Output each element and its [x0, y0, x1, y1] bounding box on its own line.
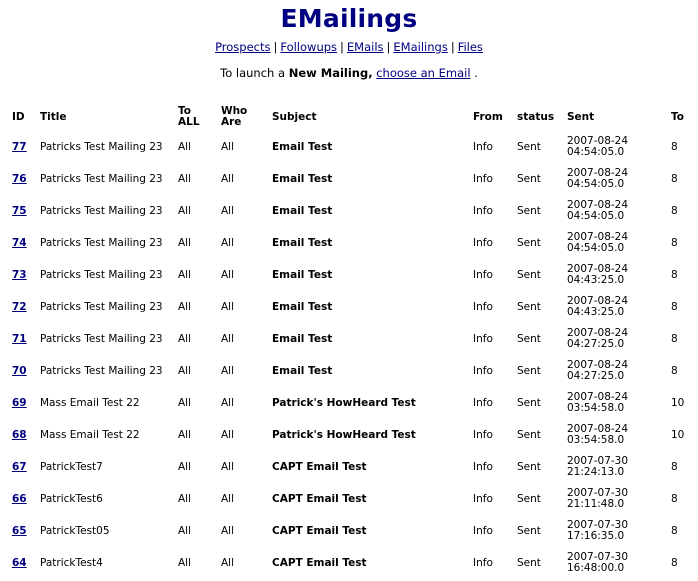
row-to-all: All [178, 172, 192, 185]
row-sent-time: 04:43:25.0 [567, 306, 625, 318]
row-sent-date: 2007-07-30 [567, 519, 629, 531]
mailing-id-link[interactable]: 69 [12, 396, 27, 409]
row-who-are: All [221, 524, 235, 537]
row-sent-date: 2007-08-24 [567, 263, 629, 275]
row-who-are: All [221, 556, 235, 569]
row-to-count: 8 [671, 556, 678, 569]
row-to-all: All [178, 524, 192, 537]
row-sent-time: 03:54:58.0 [567, 434, 625, 446]
mailing-id-link[interactable]: 74 [12, 236, 27, 249]
row-id-cell [0, 259, 40, 291]
row-from: Info [473, 268, 493, 281]
row-from: Info [473, 172, 493, 185]
row-who-are: All [221, 460, 235, 473]
row-subject: Patrick's HowHeard Test [272, 428, 416, 441]
row-sent [567, 387, 671, 419]
row-to-all: All [178, 140, 192, 153]
column-header-id: ID [12, 110, 25, 123]
row-id-cell [0, 355, 40, 387]
row-title: Patricks Test Mailing 23 [40, 236, 163, 249]
table-row [0, 291, 698, 323]
mailing-id-link[interactable]: 64 [12, 556, 27, 569]
row-to-all: All [178, 556, 192, 569]
column-header-title: Title [40, 110, 67, 123]
row-to-count: 8 [671, 268, 678, 281]
row-sent-time: 04:54:05.0 [567, 146, 625, 158]
row-title: Mass Email Test 22 [40, 396, 140, 409]
row-sent-date: 2007-07-30 [567, 455, 629, 467]
row-sent-time: 04:54:05.0 [567, 210, 625, 222]
column-header-to-all-line1: To [178, 105, 191, 117]
table-header-row [0, 103, 698, 131]
row-title: Mass Email Test 22 [40, 428, 140, 441]
row-sent-time: 04:27:25.0 [567, 338, 625, 350]
row-status: Sent [517, 300, 541, 313]
nav-link-emails[interactable]: EMails [346, 40, 384, 54]
column-header-who-line1: Who [221, 105, 248, 117]
row-sent-time: 04:54:05.0 [567, 178, 625, 190]
row-sent-time: 16:48:00.0 [567, 562, 625, 574]
row-sent [567, 515, 671, 547]
column-header-to: To [671, 110, 684, 123]
row-from: Info [473, 364, 493, 377]
row-to-all: All [178, 460, 192, 473]
row-id-cell [0, 451, 40, 483]
row-to-all: All [178, 268, 192, 281]
column-header-subject: Subject [272, 110, 317, 123]
row-from: Info [473, 396, 493, 409]
row-sent-date: 2007-07-30 [567, 487, 629, 499]
row-status: Sent [517, 172, 541, 185]
row-sent [567, 227, 671, 259]
row-sent [567, 131, 671, 163]
row-sent-time: 04:27:25.0 [567, 370, 625, 382]
nav-separator: | [273, 40, 278, 54]
row-from: Info [473, 332, 493, 345]
row-sent [567, 291, 671, 323]
row-from: Info [473, 300, 493, 313]
column-header-to-all [178, 103, 221, 131]
mailing-id-link[interactable]: 76 [12, 172, 27, 185]
row-status: Sent [517, 556, 541, 569]
row-id-cell [0, 291, 40, 323]
row-who-are: All [221, 172, 235, 185]
row-who-are: All [221, 492, 235, 505]
row-to-count: 8 [671, 140, 678, 153]
row-id-cell [0, 323, 40, 355]
mailing-id-link[interactable]: 67 [12, 460, 27, 473]
row-to-all: All [178, 428, 192, 441]
table-row [0, 323, 698, 355]
row-to-count: 8 [671, 492, 678, 505]
nav-separator: | [340, 40, 344, 54]
row-who-are: All [221, 300, 235, 313]
table-row [0, 483, 698, 515]
row-to-count: 8 [671, 300, 678, 313]
row-sent-date: 2007-08-24 [567, 391, 629, 403]
row-id-cell [0, 547, 40, 579]
column-header-from: From [473, 110, 503, 123]
mailing-id-link[interactable]: 75 [12, 204, 27, 217]
mailing-id-link[interactable]: 65 [12, 524, 27, 537]
row-sent-date: 2007-08-24 [567, 327, 629, 339]
row-sent-date: 2007-08-24 [567, 167, 629, 179]
row-subject: Email Test [272, 300, 333, 313]
choose-email-link[interactable]: choose an Email [376, 66, 471, 80]
nav-link-followups[interactable]: Followups [280, 40, 338, 54]
row-sent-time: 04:54:05.0 [567, 242, 625, 254]
row-title: Patricks Test Mailing 23 [40, 268, 163, 281]
launch-prefix: To launch a [220, 66, 286, 80]
row-id-cell [0, 483, 40, 515]
column-header-status: status [517, 110, 555, 123]
row-sent-time: 04:43:25.0 [567, 274, 625, 286]
column-header-who-are [221, 103, 272, 131]
row-id-cell [0, 131, 40, 163]
row-who-are: All [221, 396, 235, 409]
row-sent-time: 17:16:35.0 [567, 530, 625, 542]
page-title: EMailings [280, 4, 418, 33]
row-sent [567, 547, 671, 579]
row-id-cell [0, 195, 40, 227]
row-to-all: All [178, 364, 192, 377]
row-title: Patricks Test Mailing 23 [40, 172, 163, 185]
launch-new-mailing-label: New Mailing, [288, 66, 373, 80]
row-to-count: 10 [671, 396, 685, 409]
row-subject: Email Test [272, 268, 333, 281]
row-to-all: All [178, 492, 192, 505]
row-status: Sent [517, 460, 541, 473]
row-who-are: All [221, 364, 235, 377]
row-title: PatrickTest6 [40, 492, 103, 505]
row-status: Sent [517, 268, 541, 281]
row-subject: CAPT Email Test [272, 524, 367, 537]
table-row [0, 451, 698, 483]
launch-suffix: . [474, 66, 478, 80]
mailing-id-link[interactable]: 71 [12, 332, 27, 345]
mailing-id-link[interactable]: 73 [12, 268, 27, 281]
table-row [0, 355, 698, 387]
row-title: PatrickTest05 [40, 524, 110, 537]
row-id-cell [0, 515, 40, 547]
table-row [0, 227, 698, 259]
row-sent-date: 2007-07-30 [567, 551, 629, 563]
row-to-all: All [178, 300, 192, 313]
row-to-count: 8 [671, 172, 678, 185]
row-status: Sent [517, 428, 541, 441]
row-from: Info [473, 204, 493, 217]
nav-separator: | [450, 40, 455, 54]
nav-separator: | [386, 40, 391, 54]
row-sent-time: 21:24:13.0 [567, 466, 625, 478]
row-subject: Patrick's HowHeard Test [272, 396, 416, 409]
row-from: Info [473, 428, 493, 441]
row-to-all: All [178, 332, 192, 345]
row-subject: CAPT Email Test [272, 556, 367, 569]
row-title: Patricks Test Mailing 23 [40, 204, 163, 217]
row-to-all: All [178, 204, 192, 217]
row-subject: Email Test [272, 140, 333, 153]
row-to-all: All [178, 396, 192, 409]
row-sent [567, 451, 671, 483]
nav-link-files[interactable]: Files [457, 40, 483, 54]
row-title: Patricks Test Mailing 23 [40, 300, 163, 313]
mailing-id-link[interactable]: 77 [12, 140, 27, 153]
row-title: Patricks Test Mailing 23 [40, 140, 163, 153]
column-header-to-all-line2: ALL [178, 116, 200, 128]
table-row [0, 131, 698, 163]
row-sent-time: 03:54:58.0 [567, 402, 625, 414]
row-title: PatrickTest4 [40, 556, 103, 569]
row-to-count: 8 [671, 204, 678, 217]
launch-instructions [0, 66, 698, 80]
row-sent-date: 2007-08-24 [567, 295, 629, 307]
row-from: Info [473, 460, 493, 473]
table-row [0, 163, 698, 195]
row-from: Info [473, 236, 493, 249]
row-to-count: 8 [671, 524, 678, 537]
top-nav [0, 40, 698, 54]
row-sent-date: 2007-08-24 [567, 199, 629, 211]
row-who-are: All [221, 140, 235, 153]
row-status: Sent [517, 492, 541, 505]
row-subject: Email Test [272, 236, 333, 249]
row-title: Patricks Test Mailing 23 [40, 332, 163, 345]
row-from: Info [473, 492, 493, 505]
row-subject: CAPT Email Test [272, 460, 367, 473]
row-status: Sent [517, 204, 541, 217]
row-subject: CAPT Email Test [272, 492, 367, 505]
row-status: Sent [517, 364, 541, 377]
row-status: Sent [517, 332, 541, 345]
mailing-id-link[interactable]: 68 [12, 428, 27, 441]
row-id-cell [0, 419, 40, 451]
table-row [0, 419, 698, 451]
row-sent [567, 355, 671, 387]
table-body [0, 131, 698, 579]
row-from: Info [473, 524, 493, 537]
row-to-count: 8 [671, 236, 678, 249]
row-who-are: All [221, 268, 235, 281]
row-to-count: 8 [671, 460, 678, 473]
row-status: Sent [517, 396, 541, 409]
row-who-are: All [221, 428, 235, 441]
row-status: Sent [517, 140, 541, 153]
row-sent [567, 323, 671, 355]
row-sent-date: 2007-08-24 [567, 231, 629, 243]
row-sent [567, 419, 671, 451]
table-row [0, 259, 698, 291]
mailing-id-link[interactable]: 72 [12, 300, 27, 313]
row-to-count: 8 [671, 364, 678, 377]
row-sent [567, 259, 671, 291]
nav-link-emailings[interactable]: EMailings [393, 40, 448, 54]
row-who-are: All [221, 236, 235, 249]
nav-link-prospects[interactable]: Prospects [215, 40, 271, 54]
row-sent [567, 483, 671, 515]
row-sent [567, 163, 671, 195]
row-sent-date: 2007-08-24 [567, 423, 629, 435]
row-who-are: All [221, 332, 235, 345]
row-to-all: All [178, 236, 192, 249]
row-subject: Email Test [272, 332, 333, 345]
row-to-count: 10 [671, 428, 685, 441]
row-status: Sent [517, 236, 541, 249]
row-to-count: 8 [671, 332, 678, 345]
mailing-id-link[interactable]: 66 [12, 492, 27, 505]
mailing-id-link[interactable]: 70 [12, 364, 27, 377]
row-title: PatrickTest7 [40, 460, 103, 473]
row-id-cell [0, 227, 40, 259]
row-subject: Email Test [272, 172, 333, 185]
row-from: Info [473, 556, 493, 569]
column-header-who-line2: Are [221, 116, 242, 128]
column-header-sent: Sent [567, 110, 595, 123]
row-sent-date: 2007-08-24 [567, 359, 629, 371]
row-who-are: All [221, 204, 235, 217]
row-status: Sent [517, 524, 541, 537]
table-row [0, 515, 698, 547]
table-row [0, 195, 698, 227]
row-sent [567, 195, 671, 227]
row-sent-date: 2007-08-24 [567, 135, 629, 147]
row-title: Patricks Test Mailing 23 [40, 364, 163, 377]
table-row [0, 387, 698, 419]
row-sent-time: 21:11:48.0 [567, 498, 625, 510]
row-from: Info [473, 140, 493, 153]
row-id-cell [0, 163, 40, 195]
table-row [0, 547, 698, 579]
row-subject: Email Test [272, 204, 333, 217]
row-id-cell [0, 387, 40, 419]
row-subject: Email Test [272, 364, 333, 377]
emailings-table [0, 103, 698, 579]
